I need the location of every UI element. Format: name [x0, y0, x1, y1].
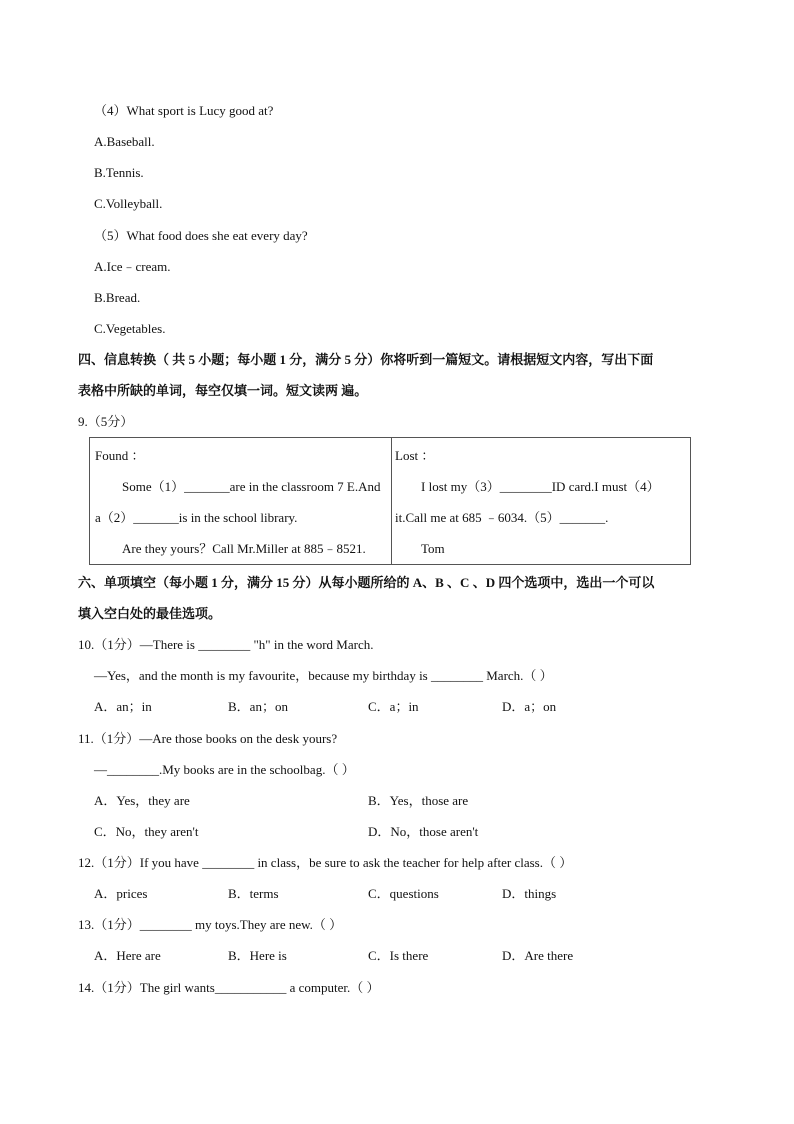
- q12-option-b: B．terms: [228, 886, 279, 901]
- q8-5-option-b: B.Bread.: [94, 290, 141, 305]
- q10-option-b: B．an；on: [228, 699, 288, 714]
- q10-option-a: A．an；in: [94, 699, 152, 714]
- q12-option-c: C．questions: [368, 886, 439, 901]
- q10-stem: 10.（1分）—There is ________ "h" in the word March.: [78, 637, 374, 652]
- section4-heading-line2: 表格中所缺的单词，每空仅填一词。短文读两 遍。: [78, 383, 368, 398]
- q8-5-option-c: C.Vegetables.: [94, 321, 166, 336]
- q11-option-b: B．Yes，those are: [368, 793, 469, 808]
- q8-4-option-b: B.Tennis.: [94, 165, 144, 180]
- q12-stem: 12.（1分）If you have ________ in class，be sure to ask the teacher for help after class.（ ）: [78, 855, 573, 870]
- lost-title: Lost ：: [395, 448, 435, 463]
- lost-line2: it.Call me at 685 ﹣6034.（5）_______.: [395, 510, 609, 525]
- q13-stem: 13.（1分）________ my toys.They are new.（ ）: [78, 917, 343, 932]
- table-divider: [391, 438, 392, 564]
- q8-4-question: （4）What sport is Lucy good at?: [94, 103, 274, 118]
- q11-option-a: A．Yes，they are: [94, 793, 190, 808]
- q8-4-option-c: C.Volleyball.: [94, 196, 163, 211]
- section4-heading-line1: 四、信息转换（ 共 5 小题；每小题 1 分，满分 5 分）你将听到一篇短文。请根据短文内容，写出下面: [78, 352, 654, 367]
- q10-stem2: —Yes，and the month is my favourite，because my birthday is ________ March.（ ）: [94, 668, 553, 683]
- lost-line1: I lost my（3）________ID card.I must（4）: [421, 479, 660, 494]
- q10-option-d: D．a；on: [502, 699, 557, 714]
- q14-stem: 14.（1分）The girl wants___________ a computer.（ ）: [78, 980, 380, 995]
- found-line1: Some（1）_______are in the classroom 7 E.And: [122, 479, 381, 494]
- q9-table: [89, 437, 691, 565]
- q11-stem: 11.（1分）—Are those books on the desk yours?: [78, 731, 338, 746]
- q11-option-c: C．No，they aren't: [94, 824, 199, 839]
- lost-line3: Tom: [421, 541, 445, 556]
- q13-option-c: C．Is there: [368, 948, 429, 963]
- found-title: Found ：: [95, 448, 145, 463]
- found-line3: Are they yours？Call Mr.Miller at 885﹣8521.: [122, 541, 366, 556]
- section6-heading-line1: 六、单项填空（每小题 1 分，满分 15 分）从每小题所给的 A、B 、C 、D 四个选项中，选出一个可以: [78, 575, 655, 590]
- q13-option-b: B．Here is: [228, 948, 287, 963]
- q8-5-option-a: A.Ice﹣cream.: [94, 259, 171, 274]
- q12-option-a: A．prices: [94, 886, 148, 901]
- q13-option-d: D．Are there: [502, 948, 574, 963]
- q9-label: 9.（5分）: [78, 414, 134, 429]
- q13-option-a: A．Here are: [94, 948, 161, 963]
- q8-5-question: （5）What food does she eat every day?: [94, 228, 308, 243]
- section6-heading-line2: 填入空白处的最佳选项。: [78, 606, 222, 621]
- found-line2: a（2）_______is in the school library.: [95, 510, 298, 525]
- q10-option-c: C．a；in: [368, 699, 419, 714]
- q11-option-d: D．No，those aren't: [368, 824, 479, 839]
- q11-stem2: —________.My books are in the schoolbag.（ ）: [94, 762, 355, 777]
- q8-4-option-a: A.Baseball.: [94, 134, 155, 149]
- q12-option-d: D．things: [502, 886, 557, 901]
